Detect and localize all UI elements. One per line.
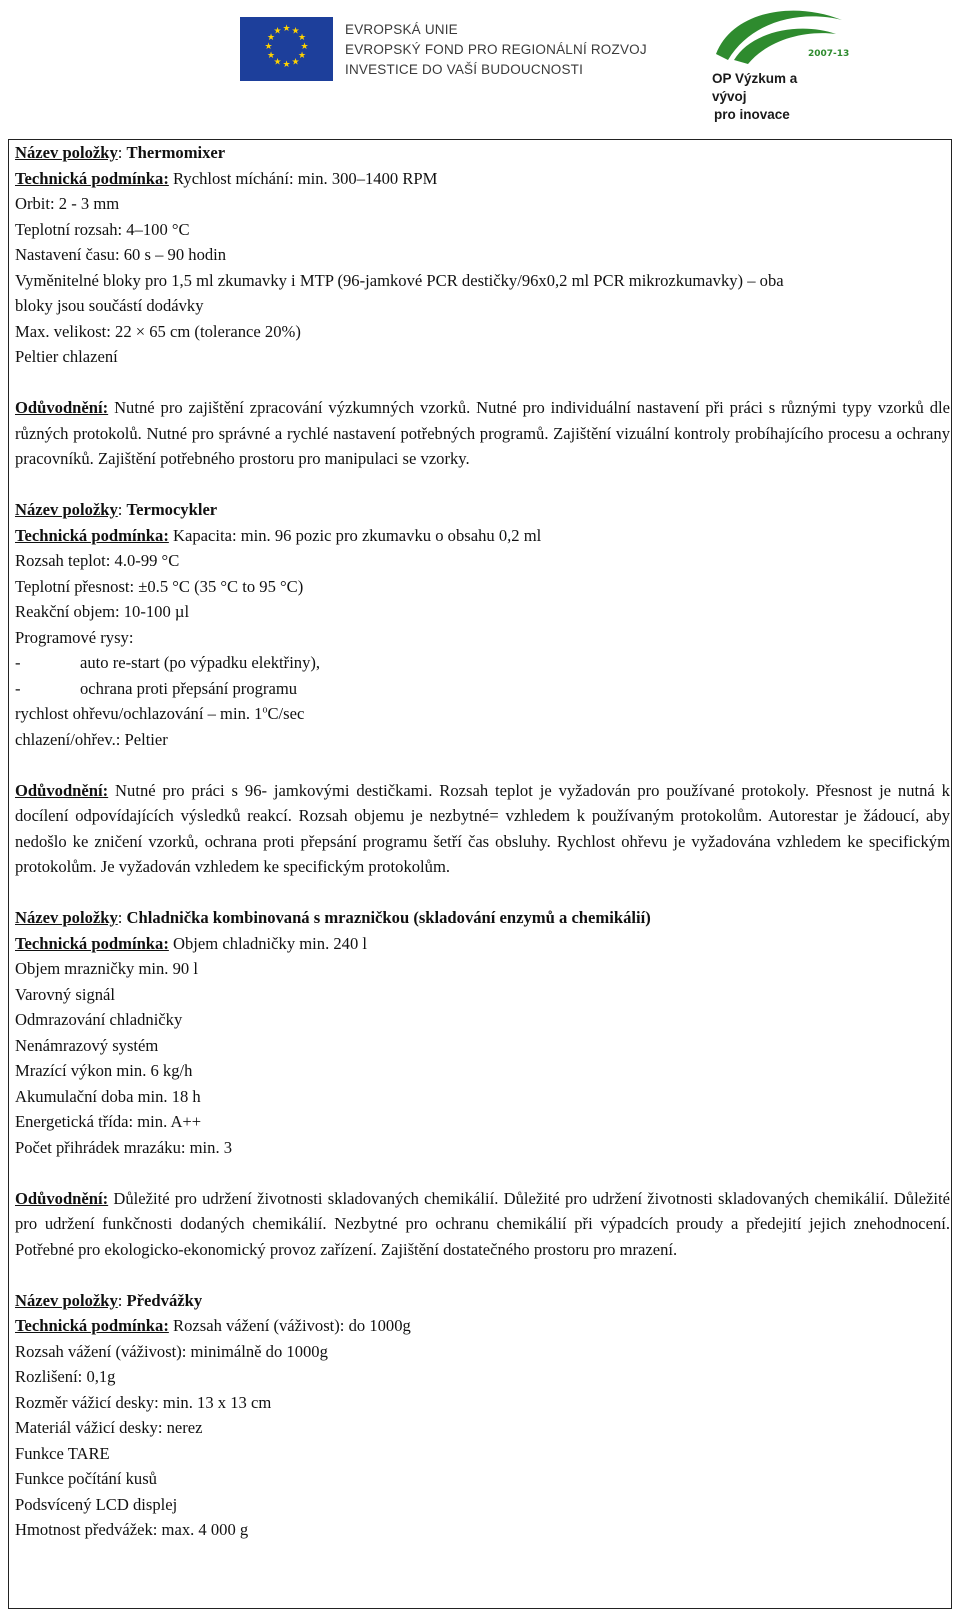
colon: : <box>117 143 127 162</box>
justification-paragraph <box>15 395 950 472</box>
condition-label: Technická podmínka: <box>15 1316 169 1335</box>
item-label: Název položky <box>15 908 118 927</box>
svg-text:★: ★ <box>291 57 300 68</box>
eu-flag-icon <box>240 17 333 81</box>
spec-line: bloky jsou součástí dodávky <box>15 296 204 315</box>
rate-prefix: rychlost ohřevu/ochlazování – min. 1 <box>15 704 263 723</box>
bullet-item <box>15 650 950 676</box>
svg-text:★: ★ <box>300 42 309 52</box>
condition-line <box>15 931 950 957</box>
svg-text:★: ★ <box>273 26 282 37</box>
rate-suffix: C/sec <box>267 704 305 723</box>
spec-line: Počet přihrádek mrazáku: min. 3 <box>15 1137 233 1157</box>
document-body <box>15 140 950 1543</box>
rate-line <box>15 701 950 727</box>
bullet-text: ochrana proti přepsání programu <box>80 678 298 698</box>
condition-line <box>15 1313 950 1339</box>
spec-line: Programové rysy: <box>15 627 134 647</box>
eu-line-1: EVROPSKÁ UNIE <box>345 22 458 37</box>
justification-label: Odůvodnění: <box>15 398 109 417</box>
bullet-dash: - <box>15 678 21 698</box>
page-header <box>0 0 960 120</box>
spec-line: Teplotní rozsah: 4–100 °C <box>15 219 190 239</box>
svg-text:★: ★ <box>291 26 300 37</box>
spec-line: Hmotnost předvážek: max. 4 000 g <box>15 1520 249 1539</box>
spec-line: Reakční objem: 10-100 µl <box>15 602 190 621</box>
svg-text:★: ★ <box>264 42 273 52</box>
spec-line: Rozměr vážicí desky: min. 13 x 13 cm <box>15 1392 272 1412</box>
condition-label: Technická podmínka: <box>15 933 169 953</box>
svg-text:★: ★ <box>282 60 291 70</box>
op-years: 2007-13 <box>808 49 850 59</box>
spec-line: Varovný signál <box>15 984 116 1004</box>
spec-line: Energetická třída: min. A++ <box>15 1112 202 1131</box>
spec-line: Rozsah teplot: 4.0-99 °C <box>15 551 180 570</box>
svg-text:★: ★ <box>273 57 282 68</box>
eu-text <box>345 20 647 80</box>
spec-line: Objem mrazničky min. 90 l <box>15 959 198 978</box>
spec-line: Orbit: 2 - 3 mm <box>15 194 120 213</box>
eu-line-3: INVESTICE DO VAŠÍ BUDOUCNOSTI <box>345 62 584 77</box>
eu-line-2: EVROPSKÝ FOND PRO REGIONÁLNÍ ROZVOJ <box>345 42 647 57</box>
spec-line: Funkce počítání kusů <box>15 1469 157 1488</box>
rate-sup: o <box>262 704 268 716</box>
bullet-item <box>15 676 950 702</box>
bullet-text: auto re-start (po výpadku elektřiny), <box>80 653 321 672</box>
item-name-line <box>15 1288 950 1314</box>
svg-text:★: ★ <box>297 33 307 43</box>
item-label: Název položky <box>15 1290 118 1310</box>
condition-value: Kapacita: min. 96 pozic pro zkumavku o obsahu 0,2 ml <box>173 525 542 545</box>
op-swoosh-icon <box>712 2 852 72</box>
condition-line <box>15 166 950 192</box>
spec-line: Teplotní přesnost: ±0.5 °C (35 °C to 95 °C) <box>15 576 304 596</box>
op-vyzkum-logo <box>712 2 852 122</box>
spec-line: Rozlišení: 0,1g <box>15 1367 116 1386</box>
condition-label: Technická podmínka: <box>15 525 169 545</box>
condition-line <box>15 523 950 549</box>
spec-line: Nenámrazový systém <box>15 1035 159 1055</box>
colon: : <box>117 908 127 927</box>
svg-text:★: ★ <box>266 33 276 43</box>
condition-label: Technická podmínka: <box>15 168 169 188</box>
condition-value: Rozsah vážení (váživost): do 1000g <box>173 1316 411 1335</box>
justification-text: Důležité pro udržení životnosti skladovaných chemikálií. Důležité pro udržení životnosti skladovaných chemikálií. Důležité pro udržení funkčnosti dodaných chemikálií. Nezbytné pro ochranu chemikálií při výpadcích proudy a předejití jejich znehodnocení. Potřebné pro ekologicko-ekonomický provoz zařízení. Zajištění dostatečného prostoru pro mrazení. <box>15 1188 950 1259</box>
item-name-line <box>15 497 950 523</box>
justification-text: Nutné pro zajištění zpracování výzkumných vzorků. Nutné pro individuální nastavení při práci s různými typy vzorků dle různých protokolů. Nutné pro správné a rychlé nastavení potřebných programů. Zajištění vizuální kontroly probíhajícího procesu a ochrany pracovníků. Zajištění potřebného prostoru pro manipulaci se vzorky. <box>15 398 950 468</box>
op-title <box>712 70 822 124</box>
item-name: Chladnička kombinovaná s mrazničkou (skladování enzymů a chemikálií) <box>126 908 651 927</box>
justification-label: Odůvodnění: <box>15 1188 109 1208</box>
item-name-line <box>15 905 950 931</box>
svg-text:★: ★ <box>266 51 276 61</box>
spec-line: Peltier chlazení <box>15 347 118 366</box>
item-name: Thermomixer <box>126 143 226 162</box>
condition-value: Rychlost míchání: min. 300–1400 RPM <box>173 168 438 188</box>
item-name: Termocykler <box>126 500 218 519</box>
op-title-line-2: pro inovace <box>714 107 790 122</box>
spec-line: Max. velikost: 22 × 65 cm (tolerance 20%) <box>15 321 301 341</box>
colon: : <box>117 500 127 519</box>
spec-line: chlazení/ohřev.: Peltier <box>15 729 168 749</box>
svg-text:★: ★ <box>297 51 307 61</box>
spec-line: Vyměnitelné bloky pro 1,5 ml zkumavky i MTP (96-jamkové PCR destičky/96x0,2 ml PCR mikrozkumavky) – oba <box>15 270 784 290</box>
spec-line: Mrazící výkon min. 6 kg/h <box>15 1061 193 1080</box>
bullet-dash: - <box>15 653 21 672</box>
justification-label: Odůvodnění: <box>15 780 109 800</box>
colon: : <box>117 1290 127 1310</box>
item-label: Název položky <box>15 143 118 162</box>
item-name: Předvážky <box>126 1290 203 1310</box>
item-label: Název položky <box>15 500 118 519</box>
spec-line: Akumulační doba min. 18 h <box>15 1086 201 1106</box>
svg-text:★: ★ <box>282 24 291 34</box>
spec-line: Rozsah vážení (váživost): minimálně do 1000g <box>15 1341 328 1361</box>
spec-line: Materiál vážicí desky: nerez <box>15 1418 203 1437</box>
spec-line: Odmrazování chladničky <box>15 1010 183 1029</box>
item-name-line <box>15 140 950 166</box>
spec-line: Podsvícený LCD displej <box>15 1494 178 1514</box>
op-title-line-1: OP Výzkum a vývoj <box>712 71 798 104</box>
spec-line: Funkce TARE <box>15 1443 110 1463</box>
condition-value: Objem chladničky min. 240 l <box>173 933 368 953</box>
spec-line: Nastavení času: 60 s – 90 hodin <box>15 245 227 264</box>
justification-paragraph <box>15 778 950 880</box>
justification-text: Nutné pro práci s 96- jamkovými destičkami. Rozsah teplot je vyžadován pro používané protokoly. Přesnost je nutná k docílení odpovídajících výsledků reakcí. Rozsah objemu je nezbytné= vzhledem k používaným protokolům. Autorestar je žádoucí, aby nedošlo ke zničení vzorků, ochrana proti přepsání programu šetří čas obsluhy. Rychlost ohřevu je vyžadována vzhledem ke specifickým protokolům. Je vyžadován vzhledem ke specifickým protokolům. <box>15 780 950 876</box>
justification-paragraph <box>15 1186 950 1263</box>
